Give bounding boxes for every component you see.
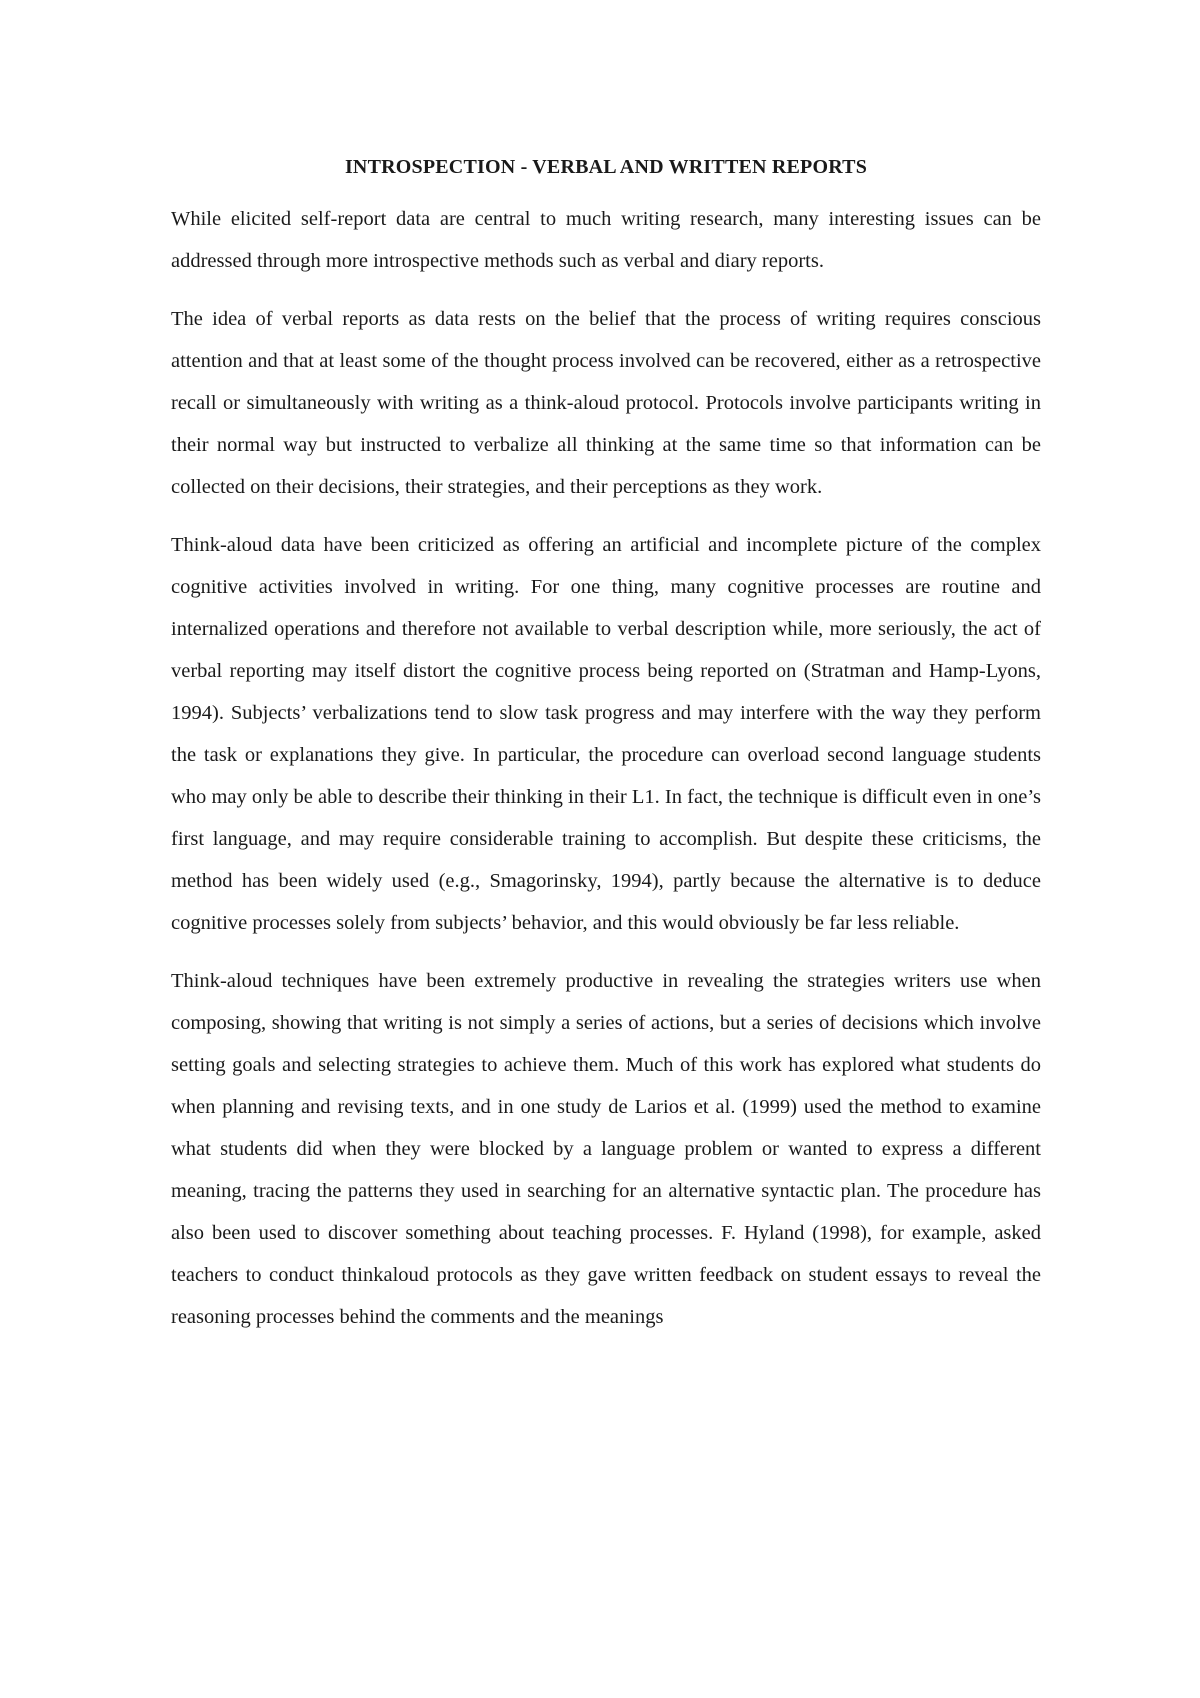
paragraph-1: While elicited self-report data are central to much writing research, many interesting issues can be addressed through more introspective methods such as verbal and diary reports. [171,208,1041,272]
paragraph-3: Think-aloud data have been criticized as offering an artificial and incomplete picture of the complex cognitive activities involved in writing. For one thing, many cognitive processes are routine and internalized operations and therefore not available to verbal description while, more seriously, the act of verbal reporting may itself distort the cognitive process being reported on (Stratman and Hamp-Lyons, 1994). Subjects’ verbalizations tend to slow task progress and may interfere with the way they perform the task or explanations they give. In particular, the procedure can overload second language students who may only be able to describe their thinking in their L1. In fact, the technique is difficult even in one’s first language, and may require considerable training to accomplish. But despite these criticisms, the method has been widely used (e.g., Smagorinsky, 1994), partly because the alternative is to deduce cognitive processes solely from subjects’ behavior, and this would obviously be far less reliable. [171,534,1041,934]
document-title: INTROSPECTION - VERBAL AND WRITTEN REPORTS [344,156,868,178]
document-body [171,150,1041,1354]
paragraph-4: Think-aloud techniques have been extremely productive in revealing the strategies writers use when composing, showing that writing is not simply a series of actions, but a series of decisions which involve setting goals and selecting strategies to achieve them. Much of this work has explored what students do when planning and revising texts, and in one study de Larios et al. (1999) used the method to examine what students did when they were blocked by a language problem or wanted to express a different meaning, tracing the patterns they used in searching for an alternative syntactic plan. The procedure has also been used to discover something about teaching processes. F. Hyland (1998), for example, asked teachers to conduct thinkaloud protocols as they gave written feedback on student essays to reveal the reasoning processes behind the comments and the meanings [171,970,1041,1328]
paragraph-2: The idea of verbal reports as data rests on the belief that the process of writing requires conscious attention and that at least some of the thought process involved can be recovered, either as a retrospective recall or simultaneously with writing as a think-aloud protocol. Protocols involve participants writing in their normal way but instructed to verbalize all thinking at the same time so that information can be collected on their decisions, their strategies, and their perceptions as they work. [171,308,1041,498]
